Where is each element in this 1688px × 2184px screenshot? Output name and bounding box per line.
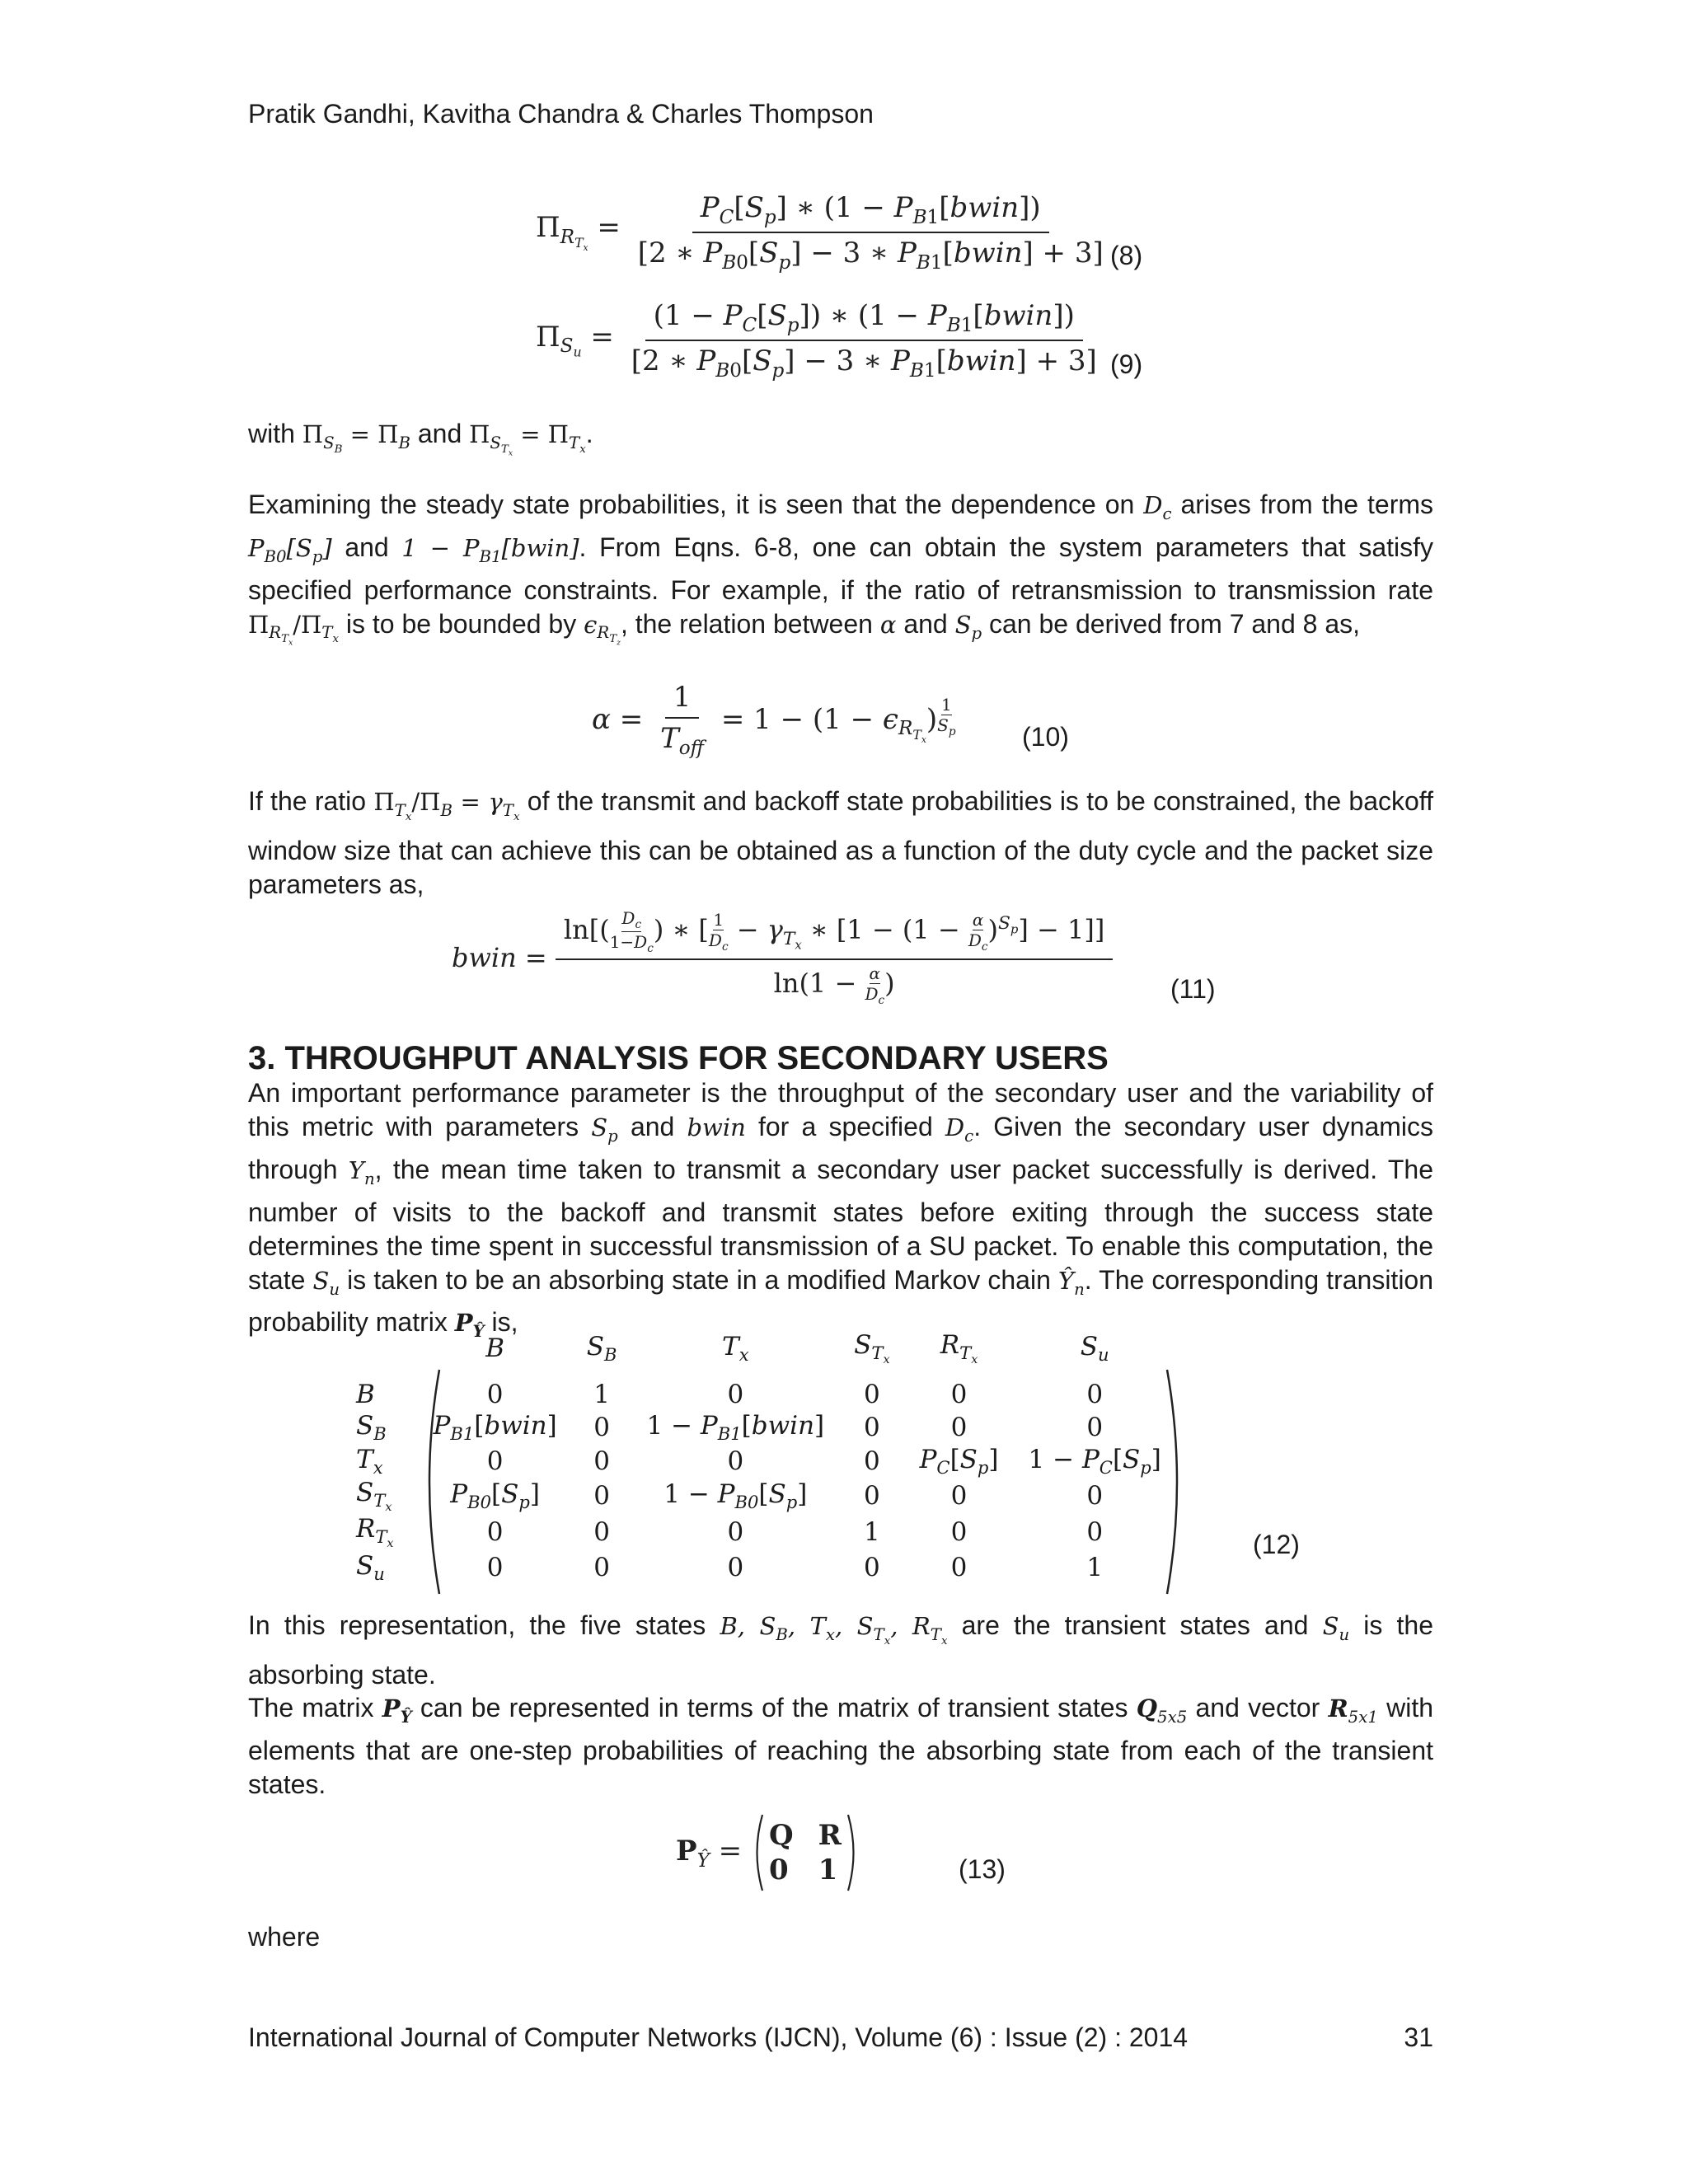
equation-10: α = $\frac{1}{T_{off}}$ = $1 - (1 - \epsilon_{R_{T_x}})$ $^{\frac{1}{S_p}}$ bbox=[592, 681, 956, 759]
matrix-cell: 0 bbox=[486, 1446, 504, 1476]
where-text: where bbox=[248, 1922, 321, 1952]
matrix-cell: 0 bbox=[486, 1517, 504, 1548]
row-label-Su: $S_u$ bbox=[356, 1550, 385, 1584]
equation-11: bwin = ln[( $\frac{D_c}{1-D_c}$ ) ∗ [ $\frac{1}{D_c}$ − $\gamma_{T_x}$ ∗ [1 − (1 − $\frac{\alpha}{D_c}$ )$^{S_p}$] − 1]] ln(1 − $\frac{\alpha}{D_c}$ ) bbox=[452, 908, 1113, 1007]
matrix-cell: 0 bbox=[593, 1480, 610, 1511]
matrix-cell: 0 bbox=[1086, 1413, 1104, 1443]
matrix-cell: 0 bbox=[863, 1413, 880, 1443]
with-line: with $\Pi_{S_B} = \Pi_B$ and $\Pi_{S_{T_x}} = \Pi_{T_x}$. bbox=[248, 419, 593, 458]
page-number: 31 bbox=[1404, 2022, 1433, 2052]
matrix-row bbox=[356, 1478, 1176, 1514]
equation-number-8: (8) bbox=[1110, 241, 1143, 270]
matrix-cell: 0 bbox=[950, 1380, 968, 1410]
matrix-header-row bbox=[356, 1330, 1176, 1378]
equation-number-12: (12) bbox=[1253, 1530, 1300, 1559]
matrix-cell: 0 bbox=[863, 1380, 880, 1410]
row-label-STx: $S_{T_x}$ bbox=[356, 1477, 392, 1515]
matrix-cell: 0 bbox=[950, 1517, 968, 1548]
matrix-cell: 0 bbox=[950, 1480, 968, 1511]
paragraph-states: In this representation, the five states B, $S_B$, $T_x$, $S_{T_x}$, $R_{T_x}$ are the transient states and $S_u$ is the absorbing state. bbox=[248, 1610, 1434, 1690]
matrix-cell: $1 - P_{B0}[S_p]$ bbox=[663, 1479, 808, 1513]
paragraph-steady-state: Examining the steady state probabilities, it is seen that the dependence on $D_c$ arises from the terms $P_{B0}[S_p]$ and $1 - P_{B1}[bwin]$. From Eqns. 6-8, one can obtain the system parameters that satisfy specified performance constraints. For example, if the ratio of retransmission to transmission rate $\Pi_{R_{T_x}}/\Pi_{T_x}$ is to be bounded by $\epsilon_{R_{T_z}}$, the relation between α and $S_p$ can be derived from 7 and 8 as, bbox=[248, 490, 1434, 648]
transition-matrix-table bbox=[356, 1330, 1176, 1584]
matrix-cell: 0 bbox=[486, 1552, 504, 1582]
equation-number-11: (11) bbox=[1170, 974, 1216, 1004]
matrix-cell: $1 - P_C[S_p]$ bbox=[1028, 1444, 1161, 1478]
matrix-right-paren bbox=[1164, 1368, 1189, 1596]
equation-number-9: (9) bbox=[1110, 349, 1143, 379]
matrix-cell: 0 bbox=[863, 1446, 880, 1476]
matrix-cell: 0 bbox=[1086, 1380, 1104, 1410]
equation-number-13: (13) bbox=[959, 1854, 1006, 1884]
equation-9: $\Pi_{S_u}$ = $\frac{(1 - P_C[S_p]) ∗ (1 - P_{B1}[bwin])}{[2 ∗ P_{B0}[S_p] - 3 ∗ P_{B1}[bwin] + 3]}$ bbox=[536, 299, 1097, 382]
matrix-cell: $P_{B0}[S_p]$ bbox=[450, 1479, 540, 1513]
matrix-cell: 0 bbox=[727, 1552, 744, 1582]
transition-matrix bbox=[356, 1330, 1176, 1584]
col-header-STx: $S_{T_x}$ bbox=[854, 1330, 890, 1367]
matrix-row bbox=[356, 1551, 1176, 1584]
row-label-RTx: $R_{T_x}$ bbox=[356, 1514, 394, 1551]
row-label-B: B bbox=[356, 1380, 375, 1410]
matrix-row bbox=[356, 1514, 1176, 1550]
row-label-SB: $S_B$ bbox=[356, 1411, 387, 1445]
matrix-cell: 0 bbox=[593, 1446, 610, 1476]
matrix-cell: $1 - P_{B1}[bwin]$ bbox=[646, 1411, 825, 1445]
matrix-cell: 1 bbox=[863, 1517, 880, 1548]
col-header-RTx: $R_{T_x}$ bbox=[940, 1330, 978, 1367]
matrix-cell: 0 bbox=[950, 1552, 968, 1582]
matrix-cell: $P_C[S_p]$ bbox=[919, 1444, 999, 1478]
journal-footer: International Journal of Computer Networks (IJCN), Volume (6) : Issue (2) : 2014 bbox=[248, 2022, 1189, 2052]
matrix-cell: 0 bbox=[950, 1413, 968, 1443]
row-label-Tx: $T_x$ bbox=[356, 1444, 383, 1478]
matrix-row bbox=[356, 1378, 1176, 1411]
matrix-row bbox=[356, 1411, 1176, 1444]
paragraph-matrix-repr: The matrix $P_Ŷ$ can be represented in terms of the matrix of transient states $Q_{5x5}$ and vector $R_{5x1}$ with elements that are one-step probabilities of reaching the absorbing state from each of the transient states. bbox=[248, 1693, 1434, 1799]
col-header-Su: $S_u$ bbox=[1080, 1332, 1109, 1366]
matrix-left-paren bbox=[418, 1368, 443, 1596]
matrix-cell: 0 bbox=[727, 1446, 744, 1476]
matrix-cell: 0 bbox=[727, 1380, 744, 1410]
matrix-cell: 0 bbox=[863, 1480, 880, 1511]
col-header-B: B bbox=[485, 1333, 505, 1364]
running-header: Pratik Gandhi, Kavitha Chandra & Charles Thompson bbox=[248, 99, 874, 129]
eq13-right-paren bbox=[846, 1813, 860, 1892]
matrix-cell: 1 bbox=[1086, 1552, 1104, 1582]
matrix-row bbox=[356, 1445, 1176, 1478]
eq13-left-paren bbox=[751, 1813, 764, 1892]
matrix-cell: 1 bbox=[593, 1380, 610, 1410]
matrix-cell: 0 bbox=[1086, 1480, 1104, 1511]
matrix-cell: 0 bbox=[1086, 1517, 1104, 1548]
col-header-SB: $S_B$ bbox=[586, 1332, 617, 1366]
matrix-cell: 0 bbox=[593, 1413, 610, 1443]
matrix-cell: $P_{B1}[bwin]$ bbox=[433, 1411, 557, 1445]
paragraph-throughput: An important performance parameter is the throughput of the secondary user and the variability of this metric with parameters $S_p$ and bwin for a specified $D_c$. Given the secondary user dynamics through $Y_n$, the mean time taken to transmit a secondary user packet successfully is derived. The number of visits to the backoff and transmit states before exiting through the success state determines the time spent in successful transmission of a SU packet. To enable this computation, the state $S_u$ is taken to be an absorbing state in a modified Markov chain $Ŷ_n$. The corresponding transition probability matrix $P_Ŷ$ is, bbox=[248, 1078, 1434, 1342]
paragraph-ratio: If the ratio $\Pi_{T_x}/\Pi_B = \gamma_{T_x}$ of the transmit and backoff state probabilities is to be constrained, the backoff window size that can achieve this can be obtained as a function of the duty cycle and the packet size parameters as, bbox=[248, 786, 1434, 899]
col-header-Tx: $T_x$ bbox=[722, 1332, 749, 1366]
equation-13: $P_Ŷ$ = Q R 0 1 bbox=[676, 1813, 860, 1892]
section-heading: 3. THROUGHPUT ANALYSIS FOR SECONDARY USERS bbox=[248, 1040, 1109, 1076]
matrix-cell: 0 bbox=[863, 1552, 880, 1582]
equation-number-10: (10) bbox=[1022, 722, 1069, 752]
matrix-cell: 0 bbox=[486, 1380, 504, 1410]
matrix-cell: 0 bbox=[593, 1517, 610, 1548]
equation-8: $\Pi_{R_{T_x}}$ = $\frac{P_C[S_p] ∗ (1 - P_{B1}[bwin])}{[2 ∗ P_{B0}[S_p] - 3 ∗ P_{B1}[bwin] + 3]}$ bbox=[536, 191, 1104, 274]
matrix-cell: 0 bbox=[727, 1517, 744, 1548]
matrix-cell: 0 bbox=[593, 1552, 610, 1582]
